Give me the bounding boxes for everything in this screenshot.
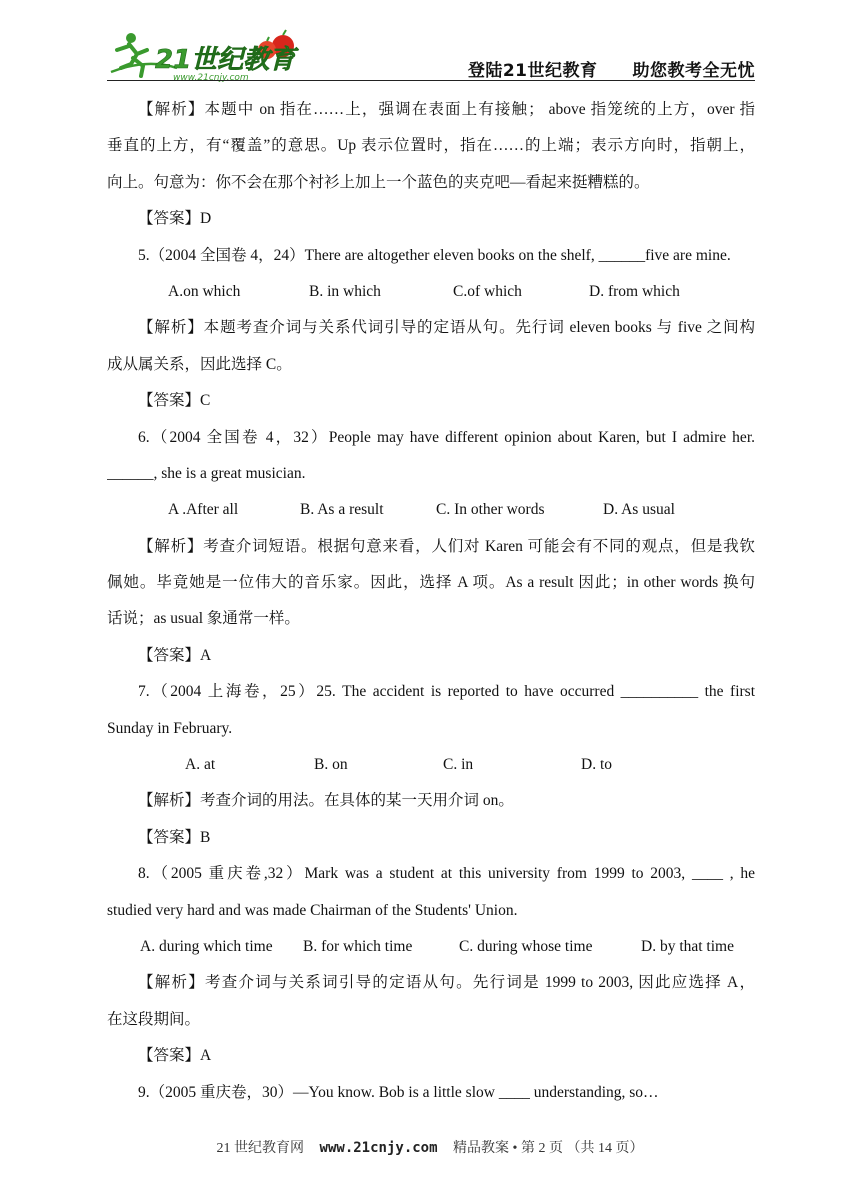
logo-21cnjy <box>107 28 307 82</box>
text-line: 向上。句意为：你不会在那个衬衫上加上一个蓝色的夹克吧—看起来挺糟糕的。 <box>107 173 650 191</box>
question-line: 7.（2004 上海卷，25）25. The accident is reported to have occurred __________ the first <box>138 683 755 701</box>
option-c: C. during whose time <box>459 937 593 955</box>
option-a: A.on which <box>168 282 241 300</box>
option-a: A. at <box>185 756 216 774</box>
text-line: 在这段期间。 <box>107 1010 201 1028</box>
header-divider <box>107 80 755 81</box>
option-a: A. during which time <box>140 937 273 955</box>
options-row-q5 <box>107 274 755 310</box>
option-a: A .After all <box>168 501 239 519</box>
option-d: D. As usual <box>603 501 675 519</box>
options-row-q6 <box>107 492 755 528</box>
logo-text: 21世纪教育 <box>155 45 296 75</box>
text-line: 话说；as usual 象通常一样。 <box>107 610 300 628</box>
footer-page-info: 精品教案 • 第 2 页 （共 14 页） <box>453 1141 644 1156</box>
option-b: B. As a result <box>300 501 384 519</box>
question-line: Sunday in February. <box>107 719 233 737</box>
options-row-q7 <box>107 747 755 783</box>
page-footer <box>0 1137 860 1157</box>
answer-line: 【答案】A <box>138 1047 212 1065</box>
text-line: 【解析】考查介词与关系词引导的定语从句。先行词是 1999 to 2003, 因此应选择 A， <box>138 974 755 992</box>
option-b: B. in which <box>309 282 381 300</box>
question-line: ______, she is a great musician. <box>107 464 306 482</box>
question-line: 5.（2004 全国卷 4，24）There are altogether eleven books on the shelf, ______five are mine. <box>138 246 731 264</box>
question-line: studied very hard and was made Chairman of the Students' Union. <box>107 901 518 919</box>
options-row-q8 <box>107 929 755 965</box>
option-b: B. for which time <box>303 937 413 955</box>
logo-url: www.21cnjy.com <box>173 73 249 82</box>
option-b: B. on <box>314 756 348 774</box>
text-line: 【解析】本题中 on 指在……上，强调在表面上有接触； above 指笼统的上方，over 指 <box>138 101 755 118</box>
answer-line: 【答案】B <box>138 828 211 846</box>
option-d: D. to <box>581 756 612 774</box>
text-line: 【解析】本题考查介词与关系代词引导的定语从句。先行词 eleven books 与 five 之间构 <box>138 319 755 337</box>
footer-url-link[interactable]: www.21cnjy.com <box>319 1140 438 1156</box>
text-line: 【解析】考查介词的用法。在具体的某一天用介词 on。 <box>138 792 514 810</box>
text-line: 垂直的上方，有“覆盖”的意思。Up 表示位置时，指在……的上端；表示方向时，指朝上， <box>107 137 755 155</box>
answer-line: 【答案】A <box>138 646 212 664</box>
option-c: C. In other words <box>436 501 545 519</box>
option-c: C. in <box>443 756 474 774</box>
text-line: 【解析】考查介词短语。根据句意来看，人们对 Karen 可能会有不同的观点，但是我钦 <box>138 537 755 555</box>
option-d: D. by that time <box>641 937 734 955</box>
question-line: 9.（2005 重庆卷，30）—You know. Bob is a little slow ____ understanding, so… <box>138 1083 659 1101</box>
option-c: C.of which <box>453 282 522 300</box>
document-body <box>107 92 755 1111</box>
page-header <box>107 28 755 82</box>
header-slogan: 登陆21世纪教育 助您教考全无忧 <box>467 61 755 81</box>
answer-line: 【答案】C <box>138 392 211 410</box>
option-d: D. from which <box>589 282 680 300</box>
text-line: 佩她。毕竟她是一位伟大的音乐家。因此，选择 A 项。As a result 因此；in other words 换句 <box>107 574 755 592</box>
text-line: 成从属关系，因此选择 C。 <box>107 355 292 373</box>
question-line: 6.（2004 全国卷 4，32）People may have different opinion about Karen, but I admire her. <box>138 428 755 446</box>
footer-site-name: 21 世纪教育网 <box>216 1141 305 1156</box>
answer-line: 【答案】D <box>138 210 212 228</box>
question-line: 8.（2005 重庆卷,32）Mark was a student at this university from 1999 to 2003, ____ , he <box>138 865 755 883</box>
